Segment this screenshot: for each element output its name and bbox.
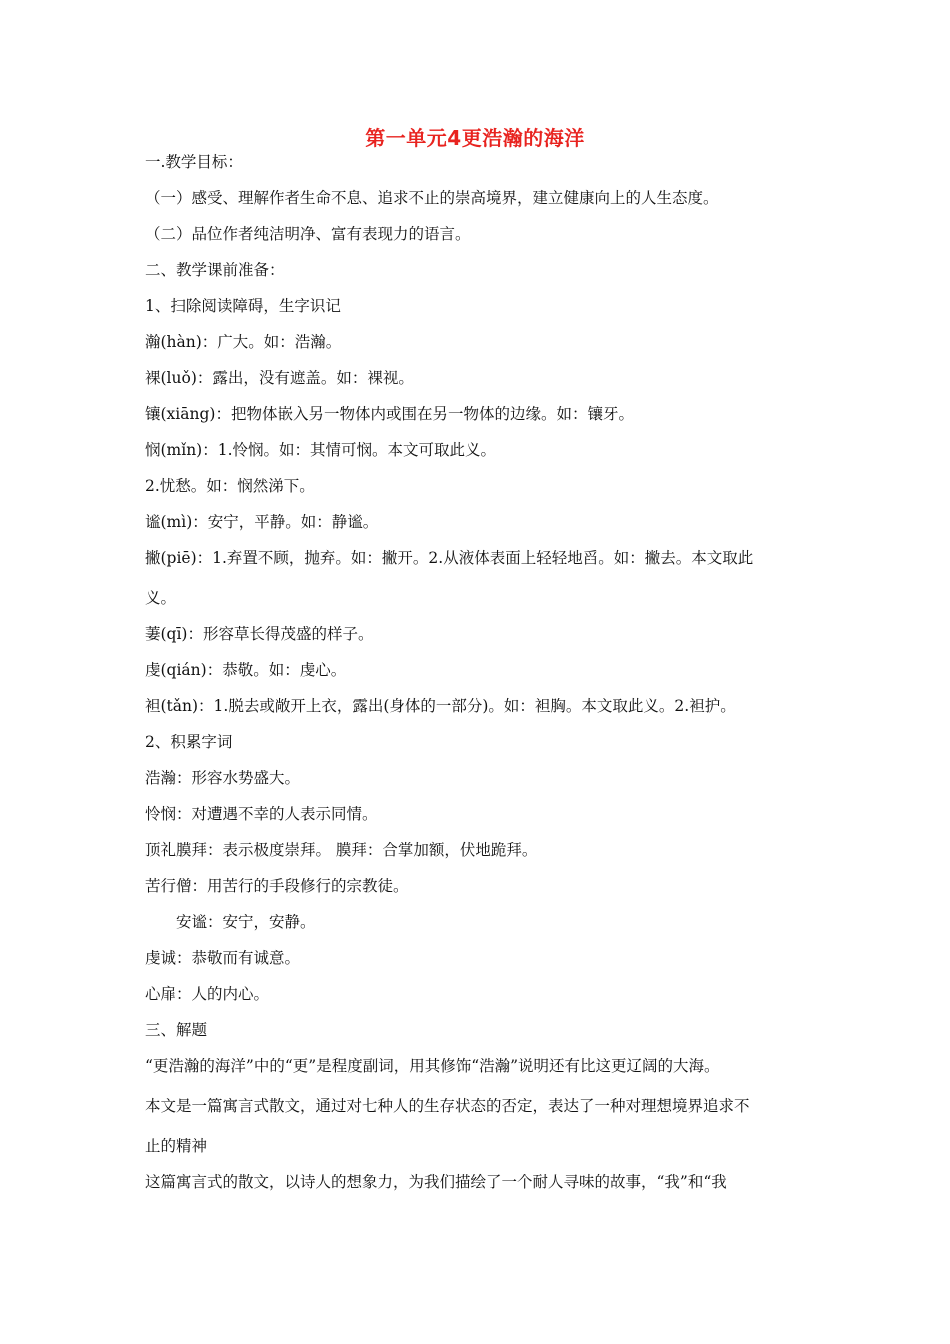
text-line: 镶(xiāng)：把物体嵌入另一物体内或围在另一物体的边缘。如：镶牙。 <box>145 405 634 423</box>
document-title: 第一单元4更浩瀚的海洋 <box>365 126 585 150</box>
text-line: 萋(qī)：形容草长得茂盛的样子。 <box>145 625 374 643</box>
text-line: 悯(mǐn)：1.怜悯。如：其情可悯。本文可取此义。 <box>145 441 497 459</box>
text-line: 浩瀚：形容水势盛大。 <box>145 769 301 787</box>
text-line: 怜悯：对遭遇不幸的人表示同情。 <box>145 805 378 823</box>
text-line: 二、教学课前准备： <box>145 261 285 279</box>
text-line: 苦行僧：用苦行的手段修行的宗教徒。 <box>145 877 409 895</box>
text-line: 袒(tǎn)：1.脱去或敞开上衣，露出(身体的一部分)。如：袒胸。本文取此义。2.袒护。 <box>145 697 736 715</box>
text-line: 2.忧愁。如：悯然涕下。 <box>145 477 315 495</box>
text-line: 义。 <box>145 589 177 607</box>
text-line: 本文是一篇寓言式散文，通过对七种人的生存状态的否定，表达了一种对理想境界追求不 <box>145 1097 750 1115</box>
text-line: （一）感受、理解作者生命不息、追求不止的崇高境界，建立健康向上的人生态度。 <box>145 189 719 207</box>
text-line: 1、扫除阅读障碍，生字识记 <box>145 297 341 315</box>
text-line: 顶礼膜拜：表示极度崇拜。 膜拜：合掌加额，伏地跪拜。 <box>145 841 538 859</box>
text-line: 心扉：人的内心。 <box>145 985 270 1003</box>
text-line: 这篇寓言式的散文，以诗人的想象力，为我们描绘了一个耐人寻味的故事，“我”和“我 <box>145 1173 727 1191</box>
text-line: 止的精神 <box>145 1137 208 1155</box>
text-line: 谧(mì)：安宁，平静。如：静谧。 <box>145 513 379 531</box>
text-line: 虔诚：恭敬而有诚意。 <box>145 949 301 967</box>
text-line: 虔(qián)：恭敬。如：虔心。 <box>145 661 347 679</box>
text-line: 瀚(hàn)：广大。如：浩瀚。 <box>145 333 342 351</box>
text-line: （二）品位作者纯洁明净、富有表现力的语言。 <box>145 225 471 243</box>
text-line: 安谧：安宁，安静。 <box>145 913 316 931</box>
text-line: 撇(piē)：1.弃置不顾，抛弃。如：撇开。2.从液体表面上轻轻地舀。如：撇去。本文取此 <box>145 549 754 567</box>
text-line: 一.教学目标： <box>145 153 243 171</box>
text-line: 2、积累字词 <box>145 733 233 751</box>
text-line: 三、解题 <box>145 1021 208 1039</box>
text-line: “更浩瀚的海洋”中的“更”是程度副词，用其修饰“浩瀚”说明还有比这更辽阔的大海。 <box>145 1057 720 1075</box>
text-line: 裸(luǒ)：露出，没有遮盖。如：裸视。 <box>145 369 414 387</box>
